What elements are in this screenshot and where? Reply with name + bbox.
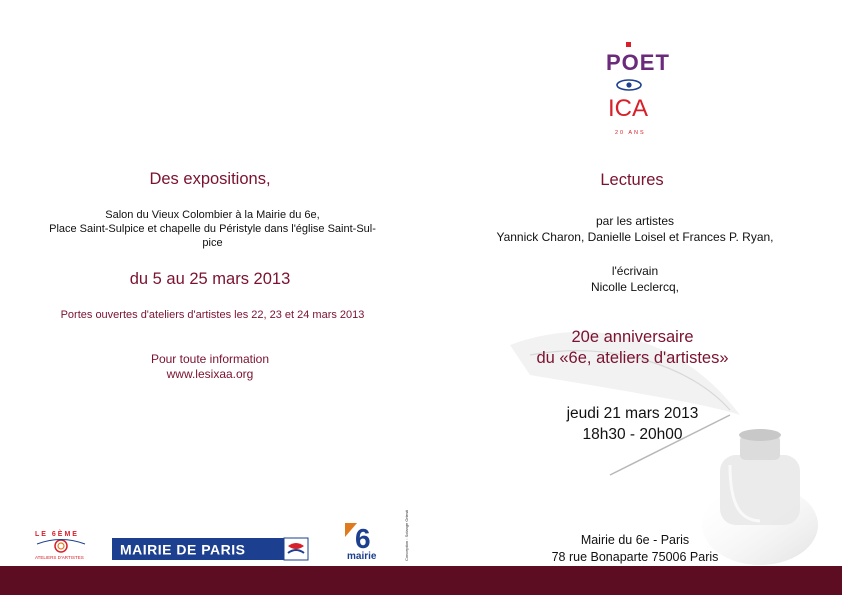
venue-line-1: Salon du Vieux Colombier à la Mairie du 6e, — [105, 209, 320, 221]
anniversary-line-2: du «6e, ateliers d'artistes» — [536, 349, 729, 367]
info-block — [110, 352, 310, 382]
event-date: jeudi 21 mars 2013 — [566, 405, 699, 422]
info-url-link[interactable]: www.lesixaa.org — [166, 367, 254, 381]
writer-block — [530, 263, 740, 295]
anniversary-line-1: 20e anniversaire — [571, 328, 694, 346]
venue-name: Mairie du 6e - Paris — [580, 533, 690, 547]
poetica-logo — [603, 42, 670, 142]
venue-line-2: Place Saint-Sulpice et chapelle du Péristyle dans l'église Saint-Sul- — [49, 223, 376, 235]
event-datetime — [530, 403, 735, 445]
readings-title: Lectures — [600, 171, 664, 189]
artists-names: Yannick Charon, Danielle Loisel et Frances P. Ryan, — [496, 230, 774, 244]
venue-line-3: pice — [202, 237, 223, 249]
exhibitions-title: Des expositions, — [149, 170, 271, 188]
info-label: Pour toute information — [150, 352, 270, 366]
svg-text:LE 6ÈME: LE 6ÈME — [35, 531, 79, 538]
exhibition-venue — [40, 208, 385, 250]
writer-intro: l'écrivain — [611, 264, 659, 278]
exhibition-dates: du 5 au 25 mars 2013 — [129, 270, 291, 288]
mairie-de-paris-logo — [112, 538, 308, 560]
artists-intro: par les artistes — [595, 214, 675, 228]
design-credit: Conception : Solange Ortesti — [404, 509, 409, 561]
svg-text:MAIRIE DE PARIS: MAIRIE DE PARIS — [120, 541, 246, 558]
svg-text:POET: POET — [606, 50, 670, 75]
event-venue — [525, 532, 745, 566]
artists-block — [470, 213, 800, 245]
venue-address: 78 rue Bonaparte 75006 Paris — [551, 550, 719, 564]
svg-text:ICA: ICA — [608, 95, 649, 122]
svg-text:20 ANS: 20 ANS — [615, 130, 646, 136]
anniversary-block — [470, 327, 795, 369]
svg-text:6: 6 — [355, 523, 371, 554]
svg-text:mairie: mairie — [347, 551, 377, 562]
mairie-6-logo — [343, 521, 381, 561]
svg-text:ATELIERS D'ARTISTES: ATELIERS D'ARTISTES — [35, 555, 84, 560]
open-studios-text: Portes ouvertes d'ateliers d'artistes les 22, 23 et 24 mars 2013 — [60, 309, 365, 321]
sixaa-logo — [33, 527, 93, 561]
event-time: 18h30 - 20h00 — [582, 426, 683, 443]
bottom-band — [0, 566, 842, 595]
writer-name: Nicolle Leclercq, — [590, 280, 680, 294]
